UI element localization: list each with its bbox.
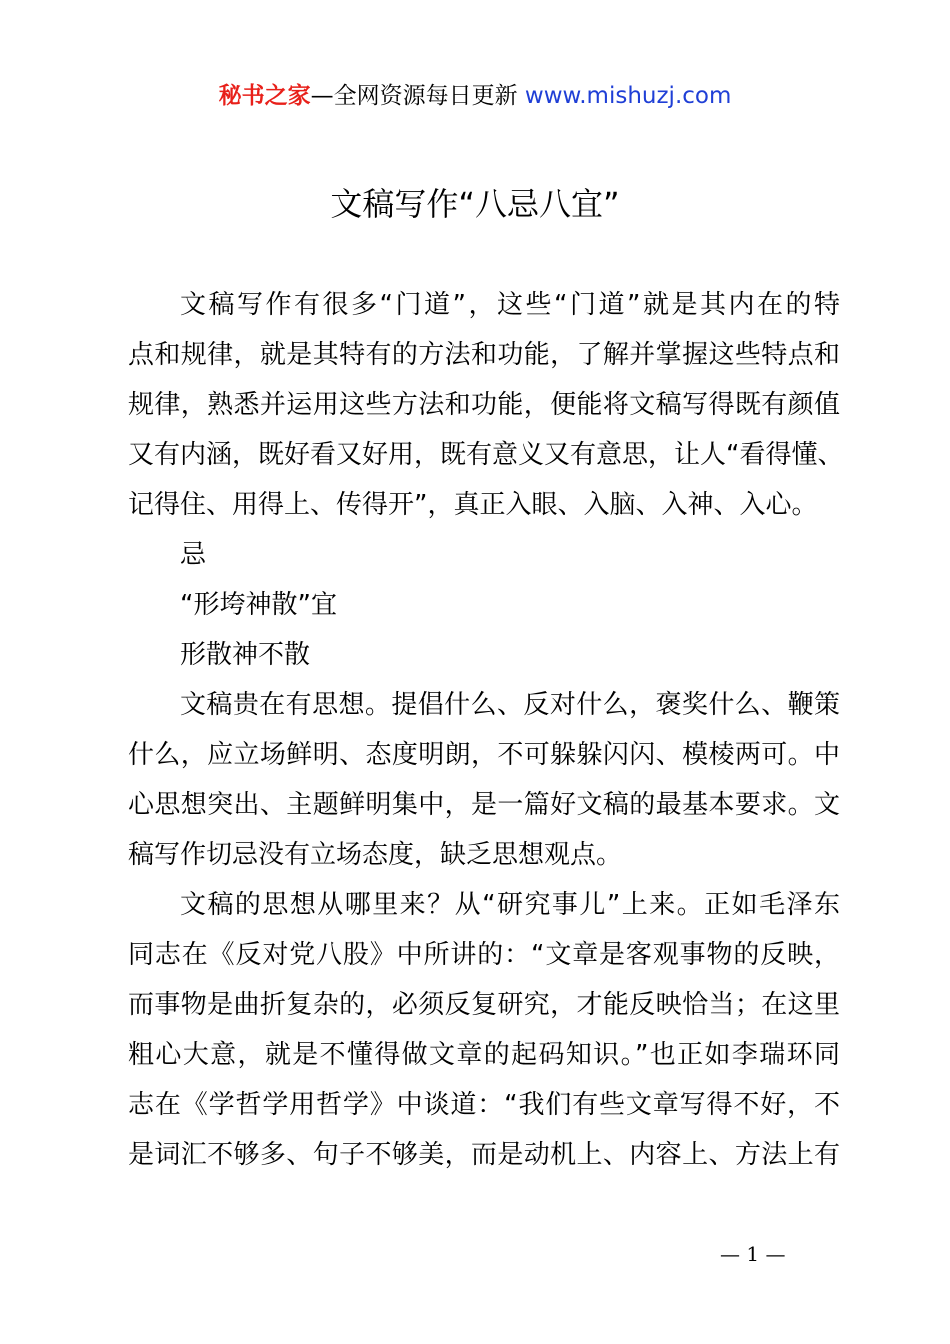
text-line: 同志在《反对党八股》中所讲的：“文章是客观事物的反映， [128,940,840,970]
text-line: 志在《学哲学用哲学》中谈道：“我们有些文章写得不好，不 [128,1090,840,1120]
text-line: 规律，熟悉并运用这些方法和功能，便能将文稿写得既有颜值 [128,390,840,420]
text-line: 稿写作切忌没有立场态度，缺乏思想观点。 [128,840,623,870]
document-title: 文稿写作“八忌八宜” [330,185,620,223]
site-url-link[interactable]: www.mishuzj.com [524,83,732,109]
text-line: 文稿贵在有思想。提倡什么、反对什么，褒奖什么、鞭策 [180,690,840,720]
text-line: 什么，应立场鲜明、态度明朗，不可躲躲闪闪、模棱两可。中 [128,740,840,770]
text-line: 粗心大意，就是不懂得做文章的起码知识。”也正如李瑞环同 [128,1040,840,1070]
site-header [0,80,950,112]
text-line: 是词汇不够多、句子不够美，而是动机上、内容上、方法上有 [128,1140,840,1170]
document-body [128,280,844,1180]
text-line: 又有内涵，既好看又好用，既有意义又有意思，让人“看得懂、 [128,440,844,470]
section-heading-line: 形散神不散 [180,640,311,670]
text-line: 点和规律，就是其特有的方法和功能，了解并掌握这些特点和 [128,340,840,370]
site-tagline: —全网资源每日更新 [310,83,525,109]
text-line: 文稿写作有很多“门道”，这些“门道”就是其内在的特 [180,290,840,320]
section-heading-line: 忌 [180,540,207,570]
text-line: 心思想突出、主题鲜明集中，是一篇好文稿的最基本要求。文 [128,790,840,820]
page-number: — 1 — [720,1242,786,1266]
section-heading-line: “形垮神散”宜 [180,590,337,620]
text-line: 文稿的思想从哪里来？从“研究事儿”上来。正如毛泽东 [180,890,840,920]
site-brand: 秘书之家 [218,83,311,109]
text-line: 记得住、用得上、传得开”，真正入眼、入脑、入神、入心。 [128,490,818,520]
text-line: 而事物是曲折复杂的，必须反复研究，才能反映恰当；在这里 [128,990,840,1020]
